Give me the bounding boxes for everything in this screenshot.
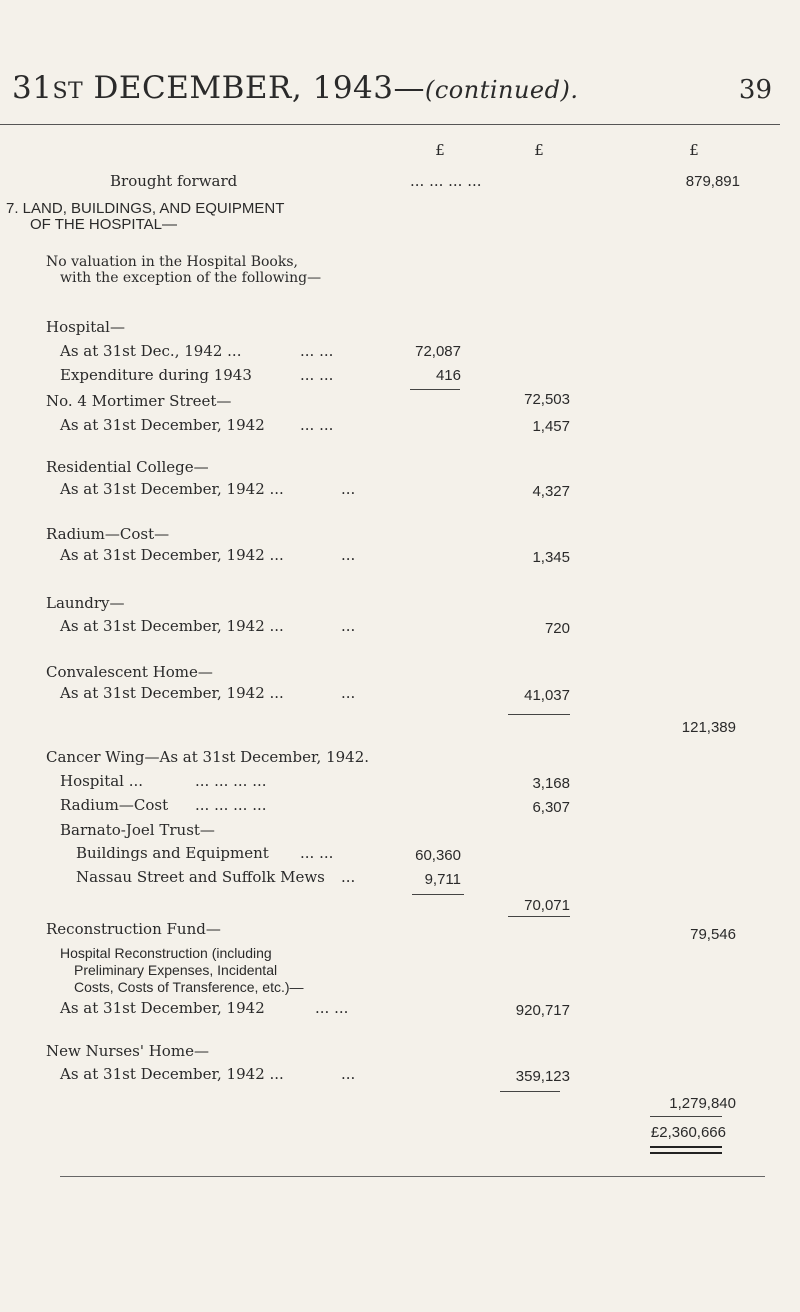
reconstruction-desc-line3: Costs, Costs of Transference, etc.)—: [74, 979, 304, 995]
title-continued: (continued).: [424, 76, 579, 104]
cancer-heading: Cancer Wing—As at 31st December, 1942.: [46, 748, 370, 766]
hospital-row1-label: As at 31st Dec., 1942 ...: [60, 342, 242, 360]
grand-total-double-rule: [650, 1146, 722, 1154]
grand-total-rule: [650, 1116, 722, 1117]
trust-nassau-label: Nassau Street and Suffolk Mews: [76, 868, 325, 886]
page-number: 39: [738, 75, 772, 105]
hospital-row2-value: 416: [435, 367, 461, 384]
group1-total: 121,389: [681, 719, 736, 736]
radium-value: 1,345: [532, 549, 570, 566]
laundry-dots: ...: [341, 617, 356, 635]
residential-dots: ...: [341, 480, 356, 498]
trust-buildings-label: Buildings and Equipment: [76, 844, 269, 862]
hospital-row1-value: 72,087: [415, 343, 461, 360]
brought-forward-dots: ... ... ... ...: [410, 172, 482, 190]
hospital-subtotal-rule: [410, 389, 460, 390]
cancer-hospital-dots: ... ... ... ...: [195, 772, 267, 790]
currency-col-2: £: [534, 141, 544, 159]
residential-label: As at 31st December, 1942 ...: [60, 480, 284, 498]
reconstruction-label: As at 31st December, 1942: [60, 999, 265, 1017]
mortimer-dots: ... ...: [300, 416, 334, 434]
currency-col-3: £: [689, 141, 699, 159]
reconstruction-desc-line2: Preliminary Expenses, Incidental: [74, 962, 278, 978]
convalescent-dots: ...: [341, 684, 356, 702]
trust-buildings-value: 60,360: [415, 847, 461, 864]
section-heading-line2: OF THE HOSPITAL—: [30, 216, 177, 233]
residential-value: 4,327: [532, 483, 570, 500]
laundry-label: As at 31st December, 1942 ...: [60, 617, 284, 635]
page-title: [12, 70, 579, 106]
trust-subtotal-rule: [412, 894, 464, 895]
trust-nassau-value: 9,711: [424, 871, 461, 888]
section-note: No valuation in the Hospital Books,: [46, 254, 298, 270]
reconstruction-heading: Reconstruction Fund—: [46, 920, 221, 938]
radium-label: As at 31st December, 1942 ...: [60, 546, 284, 564]
trust-buildings-dots: ... ...: [300, 844, 334, 862]
radium-dots: ...: [341, 546, 356, 564]
hospital-subtotal: 72,503: [524, 391, 570, 408]
header-rule: [0, 124, 780, 125]
footer-rule: [60, 1176, 765, 1177]
reconstruction-dots: ... ...: [315, 999, 349, 1017]
nurses-dots: ...: [341, 1065, 356, 1083]
title-day: 31: [12, 70, 53, 106]
mortimer-heading: No. 4 Mortimer Street—: [46, 392, 232, 410]
nurses-label: As at 31st December, 1942 ...: [60, 1065, 284, 1083]
cancer-hospital-label: Hospital ...: [60, 772, 144, 790]
convalescent-value: 41,037: [524, 687, 570, 704]
currency-col-1: £: [435, 141, 445, 159]
laundry-value: 720: [544, 620, 570, 637]
title-text: DECEMBER, 1943—: [83, 70, 425, 106]
nurses-value: 359,123: [515, 1068, 570, 1085]
reconstruction-desc-line1: Hospital Reconstruction (including: [60, 945, 272, 961]
nurses-rule: [500, 1091, 560, 1092]
brought-forward-label: Brought forward: [110, 172, 238, 190]
laundry-heading: Laundry—: [46, 594, 125, 612]
cancer-radium-label: Radium—Cost: [60, 796, 169, 814]
section-note-line2: with the exception of the following—: [60, 270, 322, 286]
cancer-rule: [508, 916, 570, 917]
convalescent-rule: [508, 714, 570, 715]
hospital-row1-dots: ... ...: [300, 342, 334, 360]
residential-heading: Residential College—: [46, 458, 209, 476]
cancer-radium-dots: ... ... ... ...: [195, 796, 267, 814]
convalescent-label: As at 31st December, 1942 ...: [60, 684, 284, 702]
grand-total: £2,360,666: [650, 1124, 726, 1141]
hospital-heading: Hospital—: [46, 318, 125, 336]
title-ordinal: ST: [52, 79, 84, 104]
convalescent-heading: Convalescent Home—: [46, 663, 213, 681]
cancer-radium-value: 6,307: [532, 799, 570, 816]
radium-heading: Radium—Cost—: [46, 525, 170, 543]
group3-total: 1,279,840: [669, 1095, 736, 1112]
cancer-hospital-value: 3,168: [532, 775, 570, 792]
hospital-row2-label: Expenditure during 1943: [60, 366, 252, 384]
nurses-heading: New Nurses' Home—: [46, 1042, 209, 1060]
mortimer-label: As at 31st December, 1942: [60, 416, 265, 434]
trust-subtotal: 70,071: [524, 897, 570, 914]
trust-heading: Barnato-Joel Trust—: [60, 821, 215, 839]
reconstruction-value: 920,717: [515, 1002, 570, 1019]
trust-nassau-dots: ...: [341, 868, 356, 886]
brought-forward-total: 879,891: [685, 173, 740, 190]
section-heading: 7. LAND, BUILDINGS, AND EQUIPMENT: [6, 200, 285, 217]
mortimer-value: 1,457: [532, 418, 570, 435]
group2-total: 79,546: [690, 926, 736, 943]
hospital-row2-dots: ... ...: [300, 366, 334, 384]
